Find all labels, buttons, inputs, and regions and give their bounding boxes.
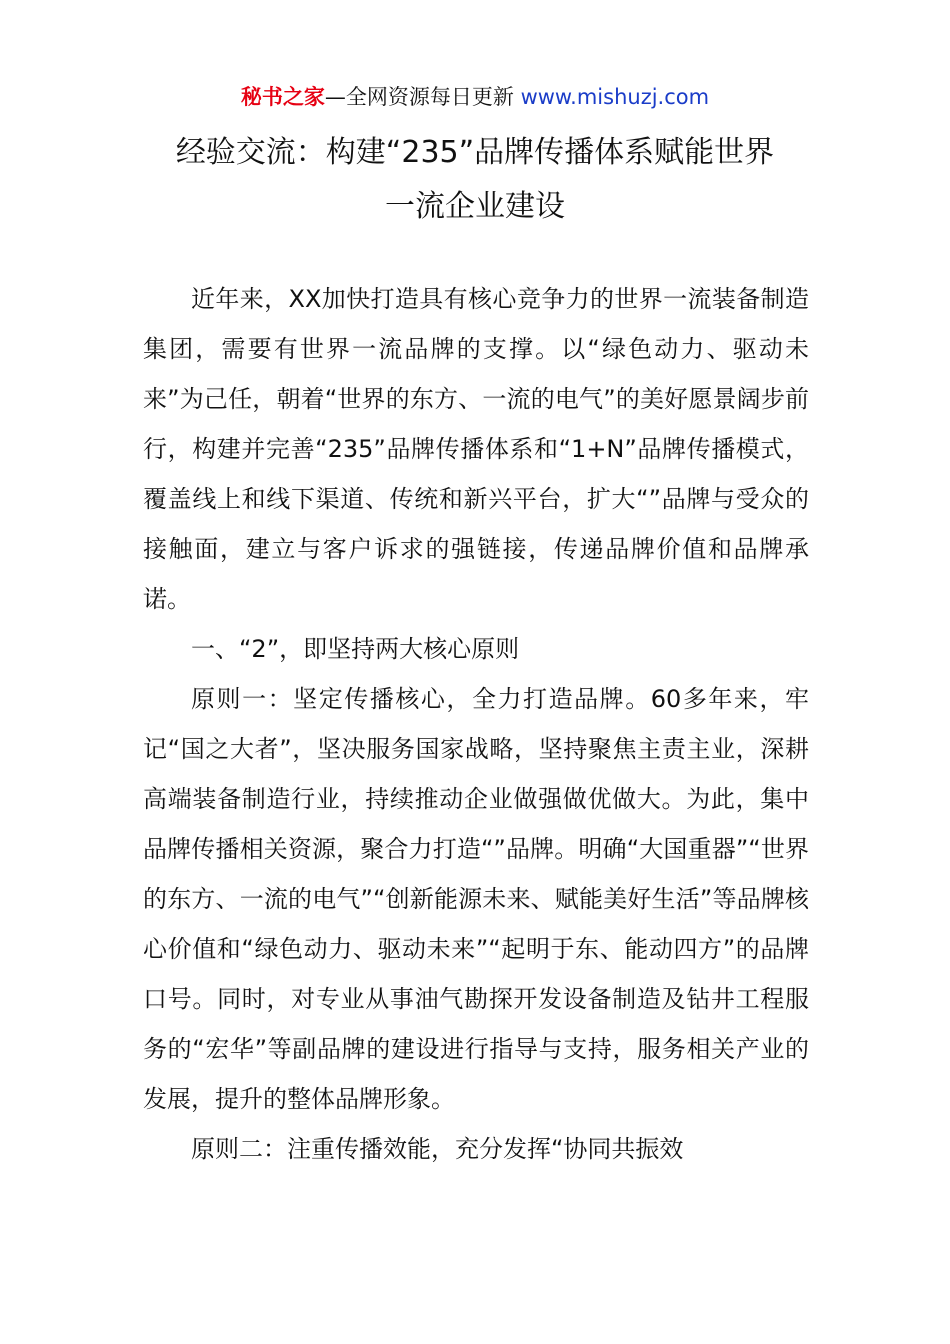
brand-name: 秘书之家: [240, 85, 325, 109]
header-tagline: —全网资源每日更新: [324, 85, 521, 109]
title-line-1: 经验交流：构建“235”品牌传播体系赋能世界: [175, 135, 775, 170]
title-line-2: 一流企业建设: [385, 189, 565, 224]
paragraph-principle-1: 原则一：坚定传播核心，全力打造品牌。60多年来，牢记“国之大者”，坚决服务国家战略，坚持聚焦主责主业，深耕高端装备制造行业，持续推动企业做强做优做大。为此，集中品牌传播相关资源，聚合力打造“”品牌。明确“大国重器”“世界的东方、一流的电气”“创新能源未来、赋能美好生活”等品牌核心价值和“绿色动力、驱动未来”“起明于东、能动四方”的品牌口号。同时，对专业从事油气勘探开发设备制造及钻井工程服务的“宏华”等副品牌的建设进行指导与支持，服务相关产业的发展，提升的整体品牌形象。: [143, 685, 809, 1113]
site-header: [0, 82, 950, 112]
document-title: [0, 126, 950, 234]
section-heading: 一、“2”，即坚持两大核心原则: [191, 635, 520, 663]
site-url-link[interactable]: www.mishuzj.com: [520, 85, 710, 109]
document-body: [143, 274, 809, 1174]
paragraph-principle-2: 原则二：注重传播效能，充分发挥“协同共振效: [191, 1135, 684, 1163]
paragraph-intro: 近年来，XX加快打造具有核心竞争力的世界一流装备制造集团，需要有世界一流品牌的支撑。以“绿色动力、驱动未来”为己任，朝着“世界的东方、一流的电气”的美好愿景阔步前行，构建并完善“235”品牌传播体系和“1+N”品牌传播模式，覆盖线上和线下渠道、传统和新兴平台，扩大“”品牌与受众的接触面，建立与客户诉求的强链接，传递品牌价值和品牌承诺。: [143, 285, 809, 613]
